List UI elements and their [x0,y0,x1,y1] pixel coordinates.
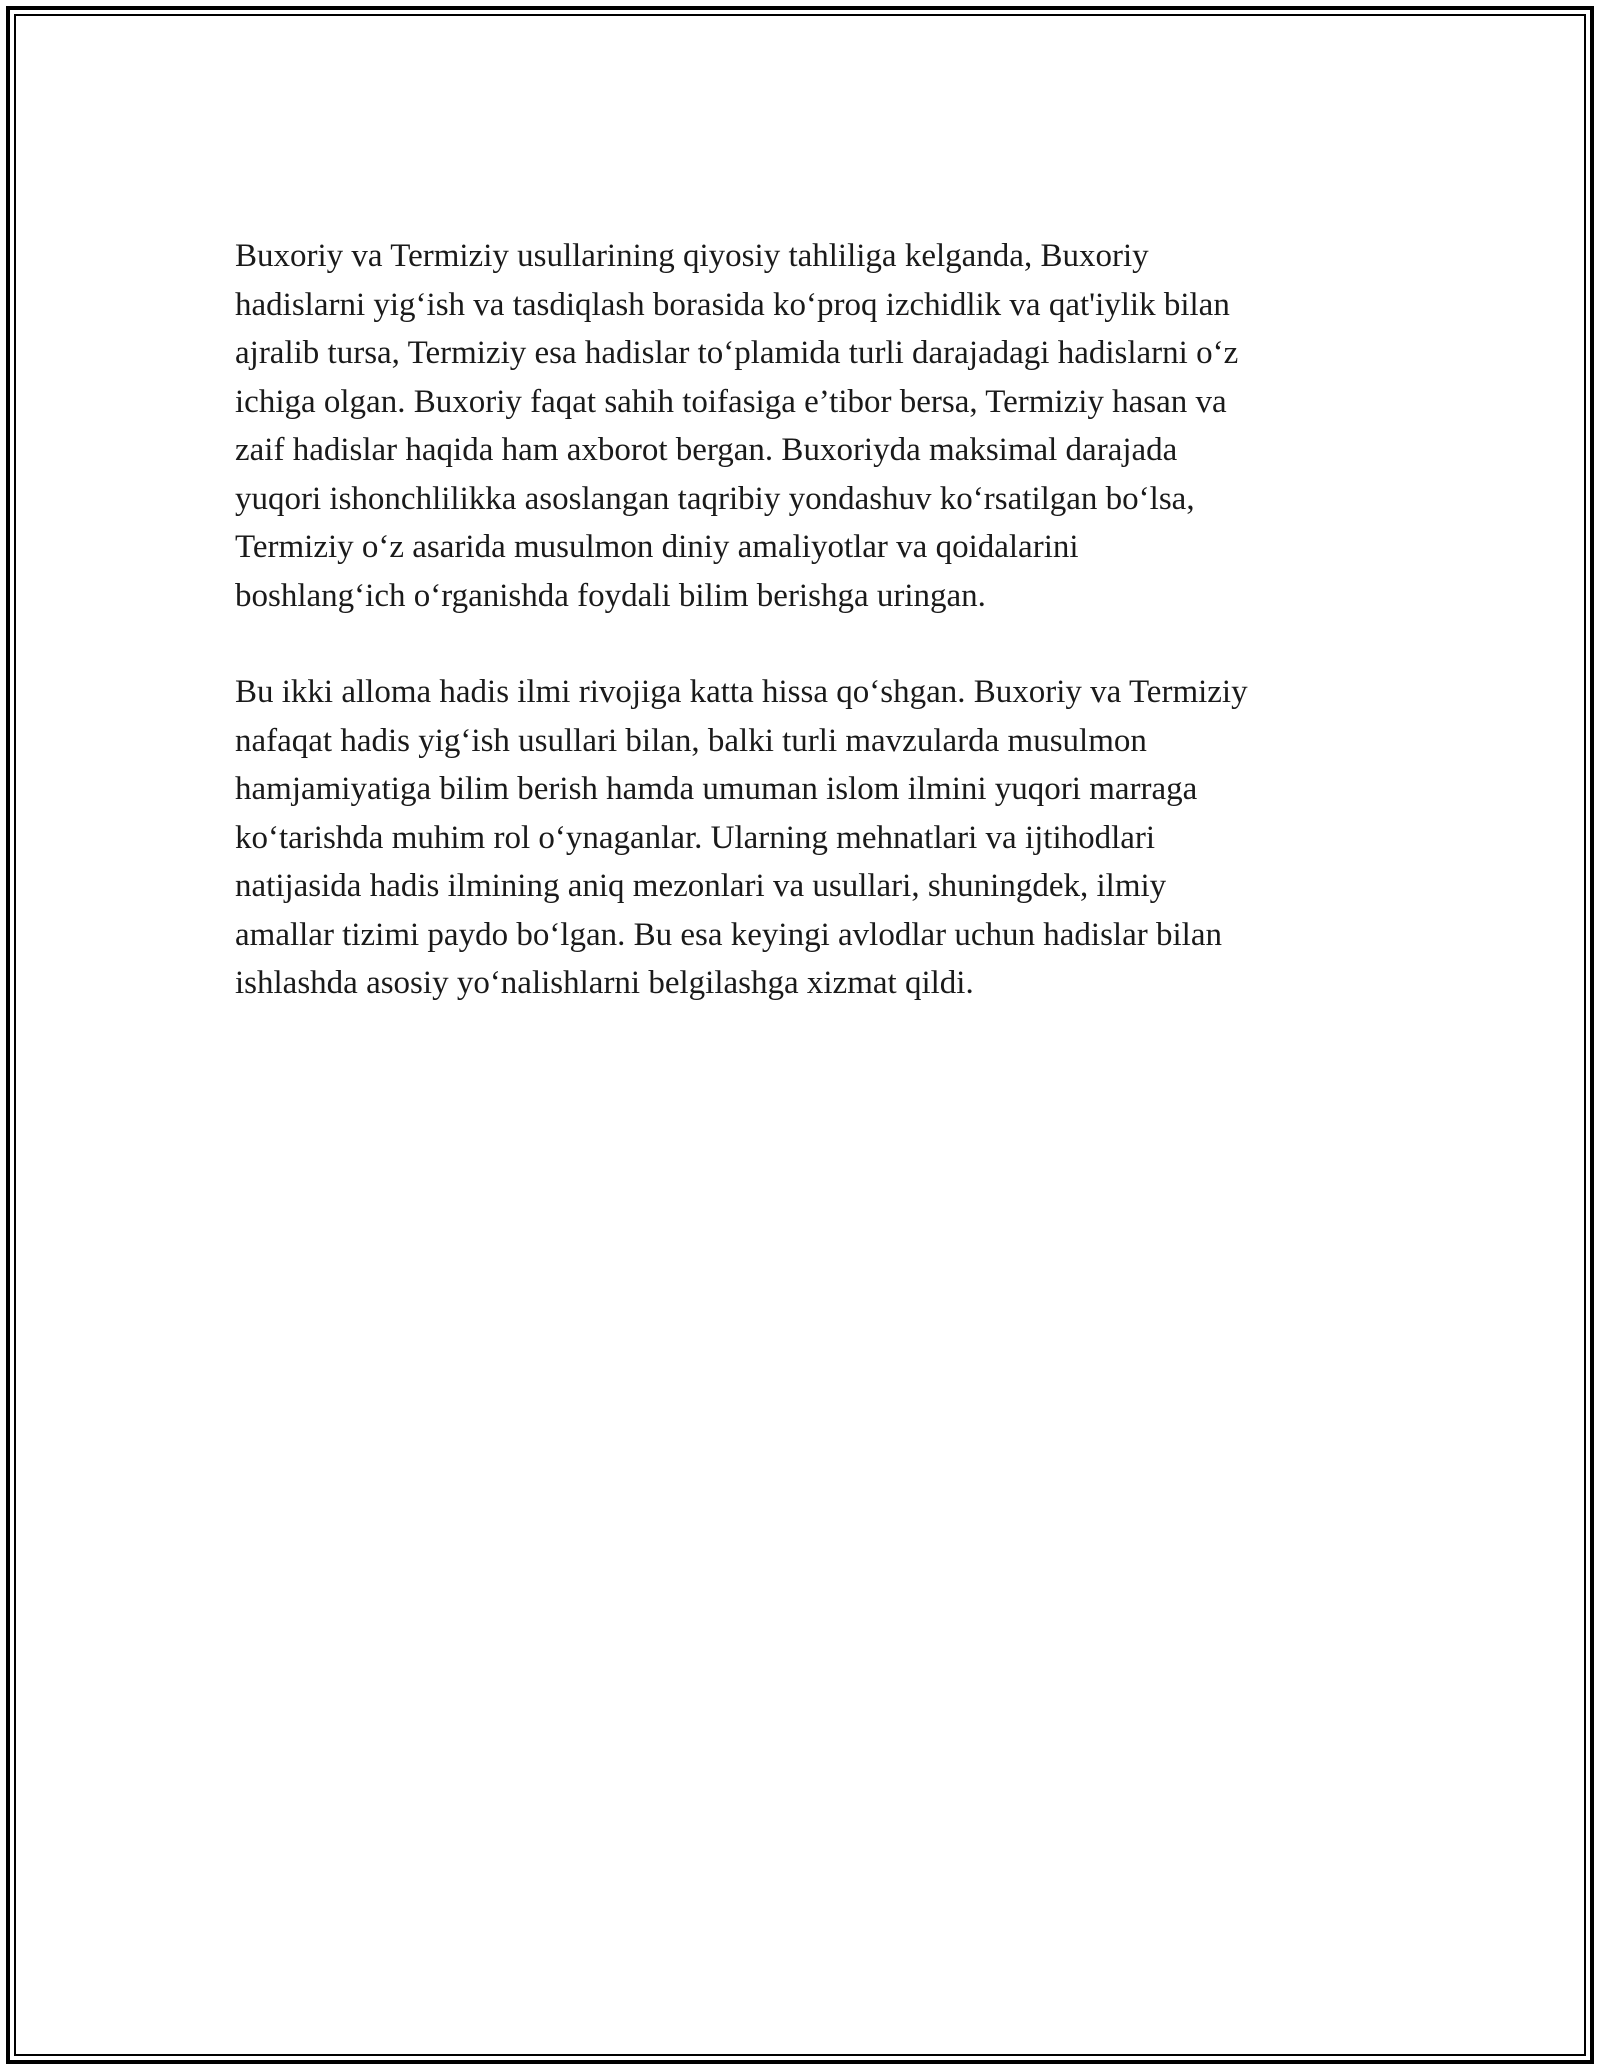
text-line: amallar tizimi paydo bo‘lgan. Bu esa keyingi avlodlar uchun hadislar bilan [235,916,1222,953]
text-line: nafaqat hadis yig‘ish usullari bilan, balki turli mavzularda musulmon [235,722,1147,759]
paragraph-2 [235,668,1375,1008]
text-line: ishlashda asosiy yo‘nalishlarni belgilashga xizmat qildi. [235,965,974,1001]
text-line: boshlang‘ich o‘rganishda foydali bilim berishga uringan. [235,577,986,614]
text-line: ko‘tarishda muhim rol o‘ynaganlar. Ularning mehnatlari va ijtihodlari [235,819,1156,856]
text-line: Bu ikki alloma hadis ilmi rivojiga katta hissa qo‘shgan. Buxoriy va Termiziy [235,674,1248,710]
text-line: natijasida hadis ilmining aniq mezonlari va usullari, shuningdek, ilmiy [235,868,1167,904]
text-line: Termiziy o‘z asarida musulmon diniy amaliyotlar va qoidalarini [235,529,1079,565]
text-line: yuqori ishonchlilikka asoslangan taqribiy yondashuv ko‘rsatilgan bo‘lsa, [235,480,1195,517]
document-body [235,232,1375,1056]
text-line: hadislarni yig‘ish va tasdiqlash borasida ko‘proq izchidlik va qat'iylik bilan [235,286,1230,323]
text-line: ichiga olgan. Buxoriy faqat sahih toifasiga e’tibor bersa, Termiziy hasan va [235,383,1227,420]
text-line: Buxoriy va Termiziy usullarining qiyosiy tahliliga kelganda, Buxoriy [235,238,1149,274]
text-line: hamjamiyatiga bilim berish hamda umuman islom ilmini yuqori marraga [235,771,1198,807]
text-line: ajralib tursa, Termiziy esa hadislar to‘plamida turli darajadagi hadislarni o‘z [235,335,1239,371]
paragraph-1 [235,232,1375,620]
text-line: zaif hadislar haqida ham axborot bergan. Buxoriyda maksimal darajada [235,432,1178,468]
